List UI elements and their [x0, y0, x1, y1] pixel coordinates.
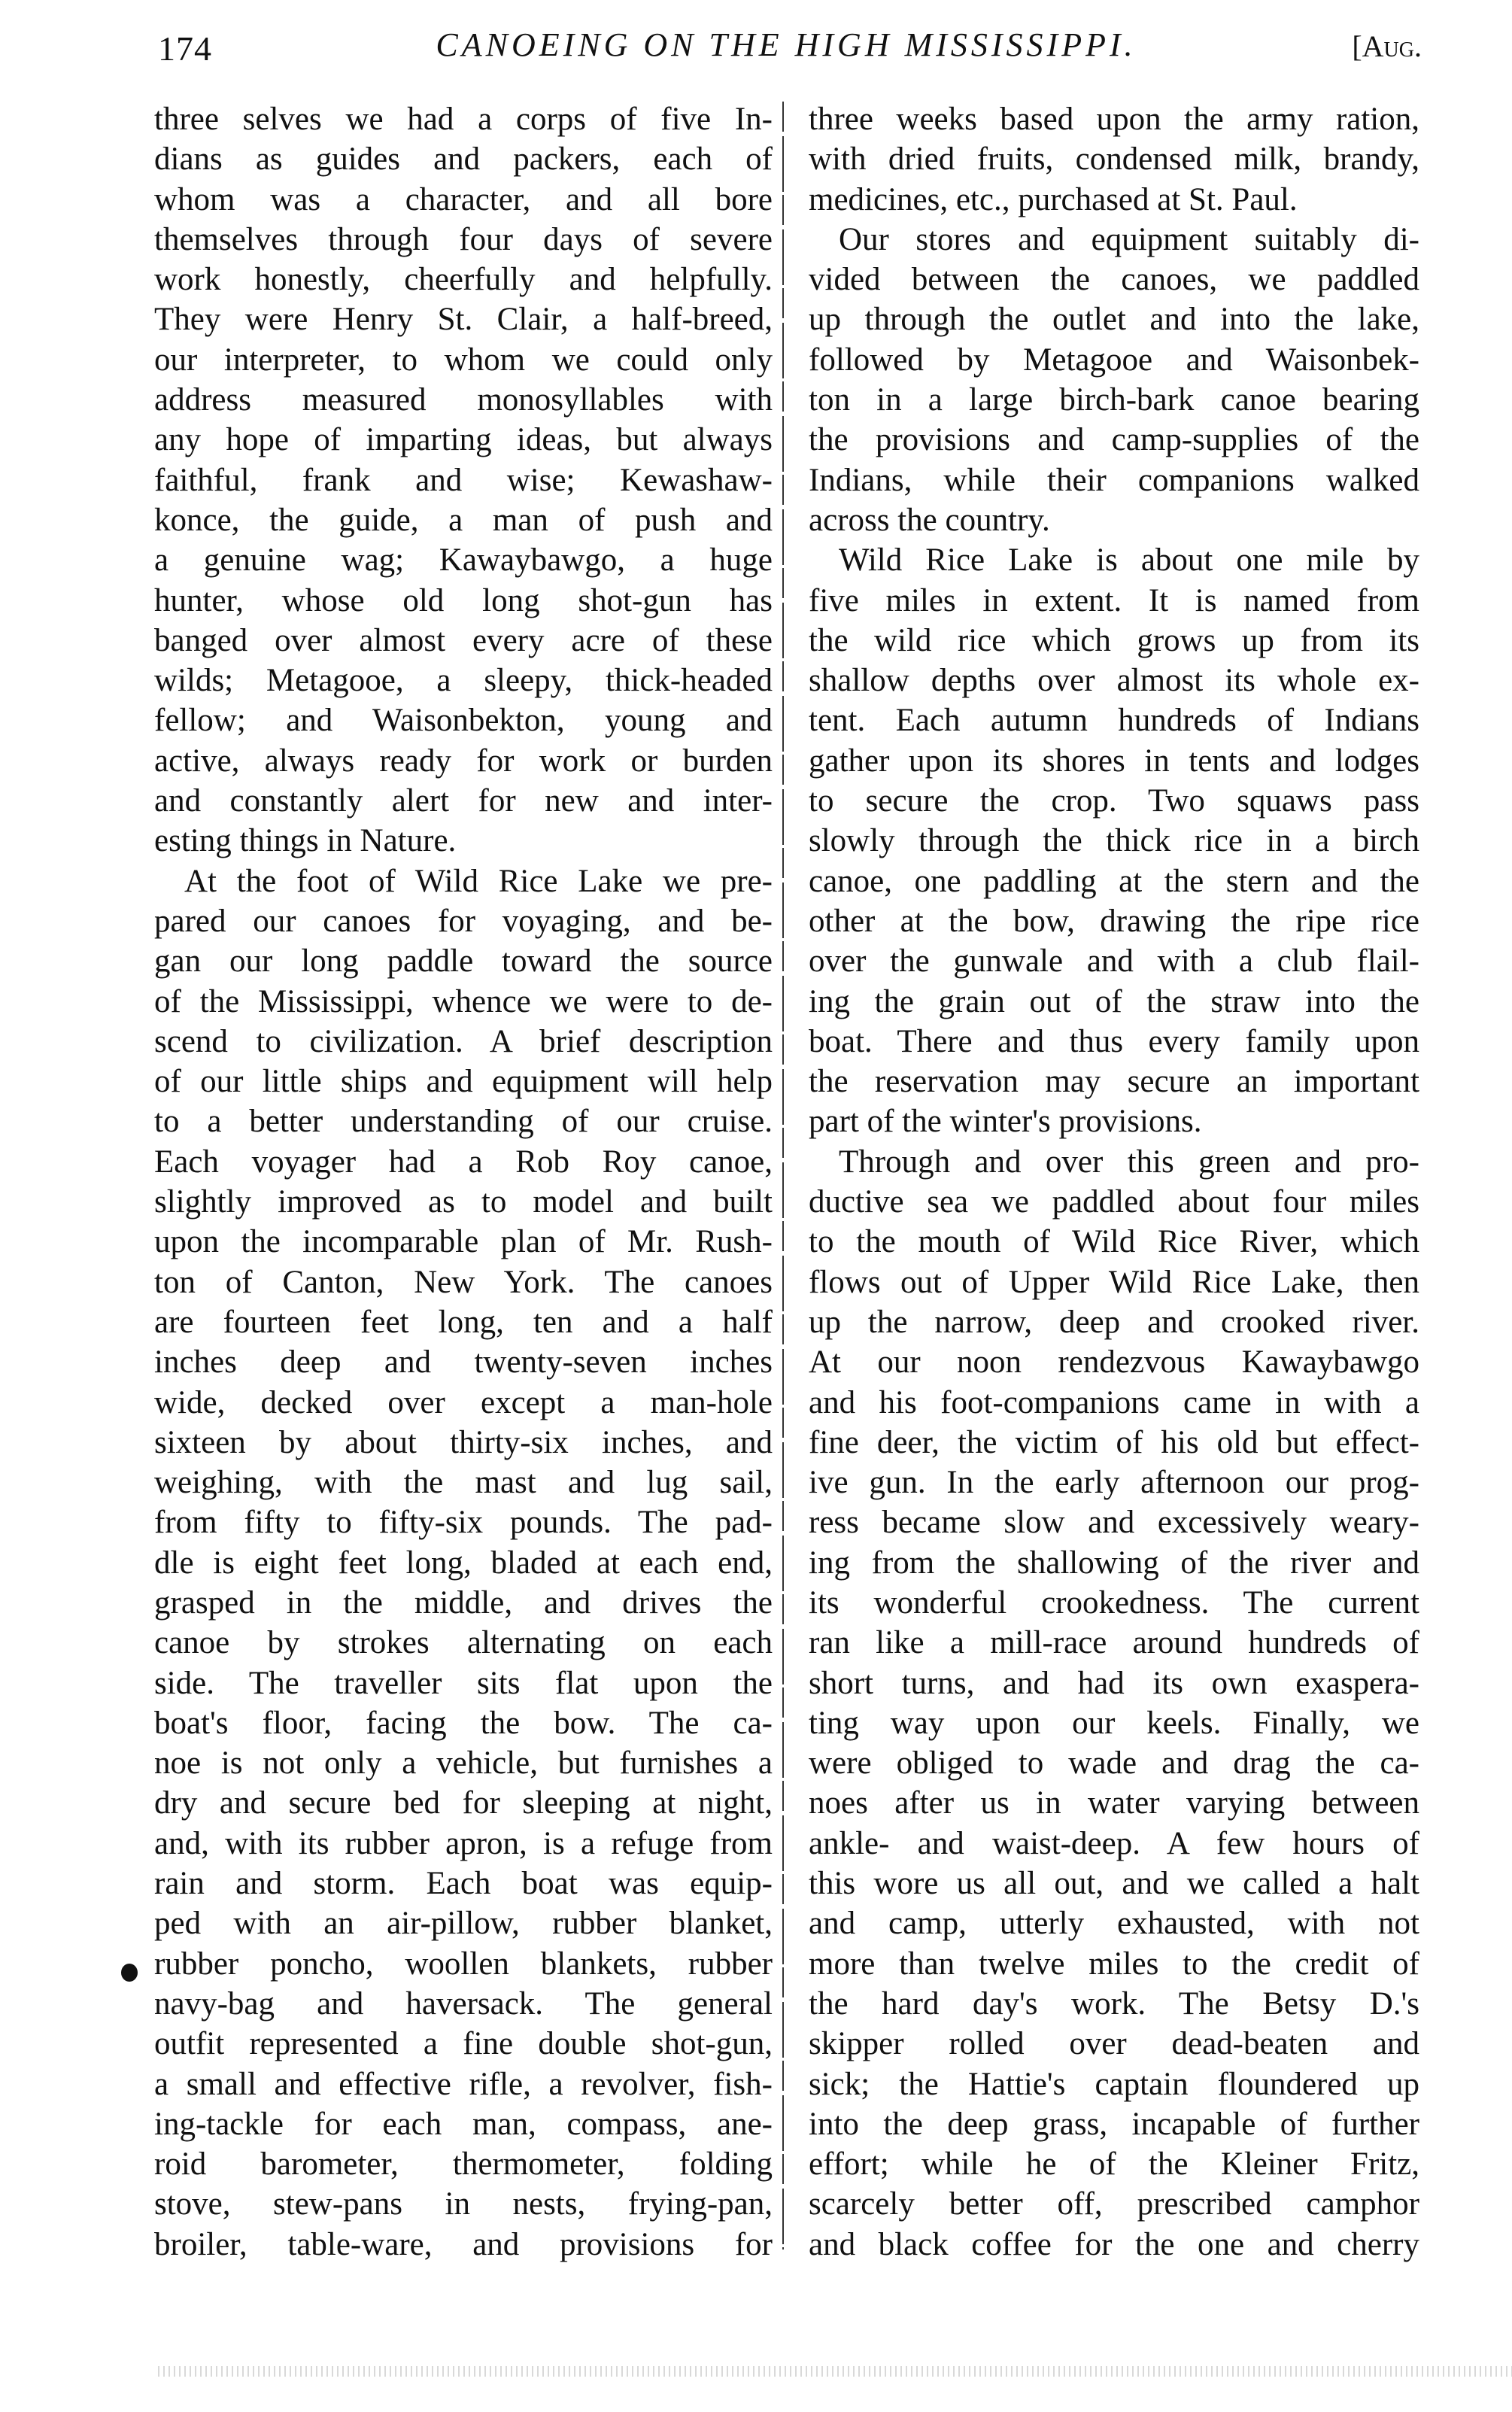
text-line: boat's floor, facing the bow. The ca-	[154, 1705, 773, 1741]
text-line: They were Henry St. Clair, a half-breed,	[154, 302, 773, 338]
text-line: and, with its rubber apron, is a refuge from	[154, 1825, 773, 1861]
text-line: followed by Metagooe and Waisonbek-	[809, 342, 1419, 378]
text-line: konce, the guide, a man of push and	[154, 502, 773, 538]
text-line: Each voyager had a Rob Roy canoe,	[154, 1144, 773, 1180]
text-line: from fifty to fifty-six pounds. The pad-	[154, 1505, 773, 1541]
running-head	[150, 23, 1422, 83]
text-line: At our noon rendezvous Kawaybawgo	[809, 1344, 1419, 1381]
text-line: scarcely better off, prescribed camphor	[809, 2186, 1419, 2222]
text-line: into the deep grass, incapable of further	[809, 2106, 1419, 2142]
text-line: weighing, with the mast and lug sail,	[154, 1465, 773, 1501]
text-line: flows out of Upper Wild Rice Lake, then	[809, 1264, 1419, 1300]
text-line: across the country.	[809, 502, 1050, 538]
text-line: pared our canoes for voyaging, and be-	[154, 903, 773, 939]
text-line: outfit represented a fine double shot-gun,	[154, 2026, 773, 2062]
ink-blot-mark	[121, 1964, 138, 1982]
text-line: dle is eight feet long, bladed at each end,	[154, 1545, 773, 1581]
text-line: noes after us in water varying between	[809, 1785, 1419, 1821]
text-line: work honestly, cheerfully and helpfully.	[154, 262, 773, 298]
text-line: up the narrow, deep and crooked river.	[809, 1304, 1419, 1340]
text-line: and constantly alert for new and inter-	[154, 783, 773, 819]
text-line: and his foot-companions came in with a	[809, 1384, 1419, 1420]
text-line: fellow; and Waisonbekton, young and	[154, 703, 773, 739]
text-line: boat. There and thus every family upon	[809, 1023, 1419, 1059]
text-line: dians as guides and packers, each of	[154, 141, 773, 178]
column-divider	[782, 102, 784, 2249]
text-line: our interpreter, to whom we could only	[154, 342, 773, 378]
text-line: were obliged to wade and drag the ca-	[809, 1745, 1419, 1782]
text-line: wilds; Metagooe, a sleepy, thick-headed	[154, 663, 773, 699]
text-line: ton of Canton, New York. The canoes	[154, 1264, 773, 1300]
text-line: any hope of imparting ideas, but always	[154, 422, 773, 458]
text-line: canoe, one paddling at the stern and the	[809, 863, 1419, 899]
text-line: ting way upon our keels. Finally, we	[809, 1705, 1419, 1741]
text-line: rain and storm. Each boat was equip-	[154, 1866, 773, 1902]
text-line: effort; while he of the Kleiner Fritz,	[809, 2146, 1419, 2183]
text-line: faithful, frank and wise; Kewashaw-	[154, 462, 773, 498]
left-column	[154, 99, 773, 2265]
text-line: banged over almost every acre of these	[154, 622, 773, 658]
text-line: to the mouth of Wild Rice River, which	[809, 1224, 1419, 1260]
text-line: ton in a large birch-bark canoe bearing	[809, 382, 1419, 418]
text-line: with dried fruits, condensed milk, brandy,	[809, 141, 1419, 178]
text-line: sick; the Hattie's captain floundered up	[809, 2066, 1419, 2102]
text-line: Through and over this green and pro-	[839, 1144, 1419, 1180]
text-line: sixteen by about thirty-six inches, and	[154, 1424, 773, 1460]
text-line: other at the bow, drawing the ripe rice	[809, 903, 1419, 939]
text-line: ped with an air-pillow, rubber blanket,	[154, 1906, 773, 1942]
text-line: inches deep and twenty-seven inches	[154, 1344, 773, 1381]
issue-month: [Aug.	[1352, 29, 1422, 63]
text-line: and camp, utterly exhausted, with not	[809, 1906, 1419, 1942]
text-line: slightly improved as to model and built	[154, 1184, 773, 1220]
text-line: themselves through four days of severe	[154, 221, 773, 257]
text-line: a small and effective rifle, a revolver, fish-	[154, 2066, 773, 2102]
text-line: address measured monosyllables with	[154, 382, 773, 418]
text-line: ductive sea we paddled about four miles	[809, 1184, 1419, 1220]
text-line: to secure the crop. Two squaws pass	[809, 783, 1419, 819]
text-line: Indians, while their companions walked	[809, 462, 1419, 498]
right-column	[809, 99, 1419, 2265]
text-line: At the foot of Wild Rice Lake we pre-	[184, 863, 773, 899]
text-line: of the Mississippi, whence we were to de-	[154, 983, 773, 1019]
text-line: wide, decked over except a man-hole	[154, 1384, 773, 1420]
text-line: whom was a character, and all bore	[154, 181, 773, 217]
text-line: ing the grain out of the straw into the	[809, 983, 1419, 1019]
text-line: navy-bag and haversack. The general	[154, 1985, 773, 2022]
text-line: ress became slow and excessively weary-	[809, 1505, 1419, 1541]
text-line: grasped in the middle, and drives the	[154, 1584, 773, 1621]
text-line: the wild rice which grows up from its	[809, 622, 1419, 658]
text-line: esting things in Nature.	[154, 823, 457, 859]
text-line: gan our long paddle toward the source	[154, 943, 773, 980]
text-line: canoe by strokes alternating on each	[154, 1625, 773, 1661]
text-line: skipper rolled over dead-beaten and	[809, 2026, 1419, 2062]
text-line: slowly through the thick rice in a birch	[809, 823, 1419, 859]
text-line: are fourteen feet long, ten and a half	[154, 1304, 773, 1340]
text-line: part of the winter's provisions.	[809, 1104, 1202, 1140]
text-line: up through the outlet and into the lake,	[809, 302, 1419, 338]
text-line: a genuine wag; Kawaybawgo, a huge	[154, 542, 773, 579]
text-line: three weeks based upon the army ration,	[809, 102, 1419, 137]
text-line: to a better understanding of our cruise.	[154, 1104, 773, 1140]
text-line: rubber poncho, woollen blankets, rubber	[154, 1946, 773, 1982]
page-number: 174	[158, 29, 212, 68]
text-line: broiler, table-ware, and provisions for	[154, 2226, 773, 2262]
text-line: ive gun. In the early afternoon our prog-	[809, 1465, 1419, 1501]
text-line: five miles in extent. It is named from	[809, 582, 1419, 618]
text-line: active, always ready for work or burden	[154, 743, 773, 779]
text-line: medicines, etc., purchased at St. Paul.	[809, 181, 1298, 217]
running-title: CANOEING ON THE HIGH MISSISSIPPI.	[436, 26, 1137, 63]
text-line: noe is not only a vehicle, but furnishes a	[154, 1745, 773, 1782]
text-line: shallow depths over almost its whole ex-	[809, 663, 1419, 699]
text-line: more than twelve miles to the credit of	[809, 1946, 1419, 1982]
text-line: its wonderful crookedness. The current	[809, 1584, 1419, 1621]
text-line: tent. Each autumn hundreds of Indians	[809, 703, 1419, 739]
text-line: fine deer, the victim of his old but effect-	[809, 1424, 1419, 1460]
text-line: Our stores and equipment suitably di-	[839, 221, 1419, 257]
print-smudge	[158, 2366, 1512, 2377]
text-line: the reservation may secure an important	[809, 1064, 1419, 1100]
text-line: and black coffee for the one and cherry	[809, 2226, 1419, 2262]
text-line: gather upon its shores in tents and lodges	[809, 743, 1419, 779]
text-line: side. The traveller sits flat upon the	[154, 1665, 773, 1701]
text-line: the hard day's work. The Betsy D.'s	[809, 1985, 1419, 2022]
text-line: of our little ships and equipment will help	[154, 1064, 773, 1100]
text-line: ing-tackle for each man, compass, ane-	[154, 2106, 773, 2142]
text-line: ankle- and waist-deep. A few hours of	[809, 1825, 1419, 1861]
text-line: short turns, and had its own exaspera-	[809, 1665, 1419, 1701]
text-line: vided between the canoes, we paddled	[809, 262, 1419, 298]
text-line: the provisions and camp-supplies of the	[809, 422, 1419, 458]
text-line: this wore us all out, and we called a halt	[809, 1866, 1419, 1902]
text-line: scend to civilization. A brief description	[154, 1023, 773, 1059]
text-line: over the gunwale and with a club flail-	[809, 943, 1419, 980]
text-line: hunter, whose old long shot-gun has	[154, 582, 773, 618]
text-line: roid barometer, thermometer, folding	[154, 2146, 773, 2183]
text-line: ran like a mill-race around hundreds of	[809, 1625, 1419, 1661]
text-line: ing from the shallowing of the river and	[809, 1545, 1419, 1581]
text-line: three selves we had a corps of five In-	[154, 102, 773, 137]
text-line: Wild Rice Lake is about one mile by	[839, 542, 1419, 579]
text-line: upon the incomparable plan of Mr. Rush-	[154, 1224, 773, 1260]
text-line: stove, stew-pans in nests, frying-pan,	[154, 2186, 773, 2222]
text-line: dry and secure bed for sleeping at night,	[154, 1785, 773, 1821]
